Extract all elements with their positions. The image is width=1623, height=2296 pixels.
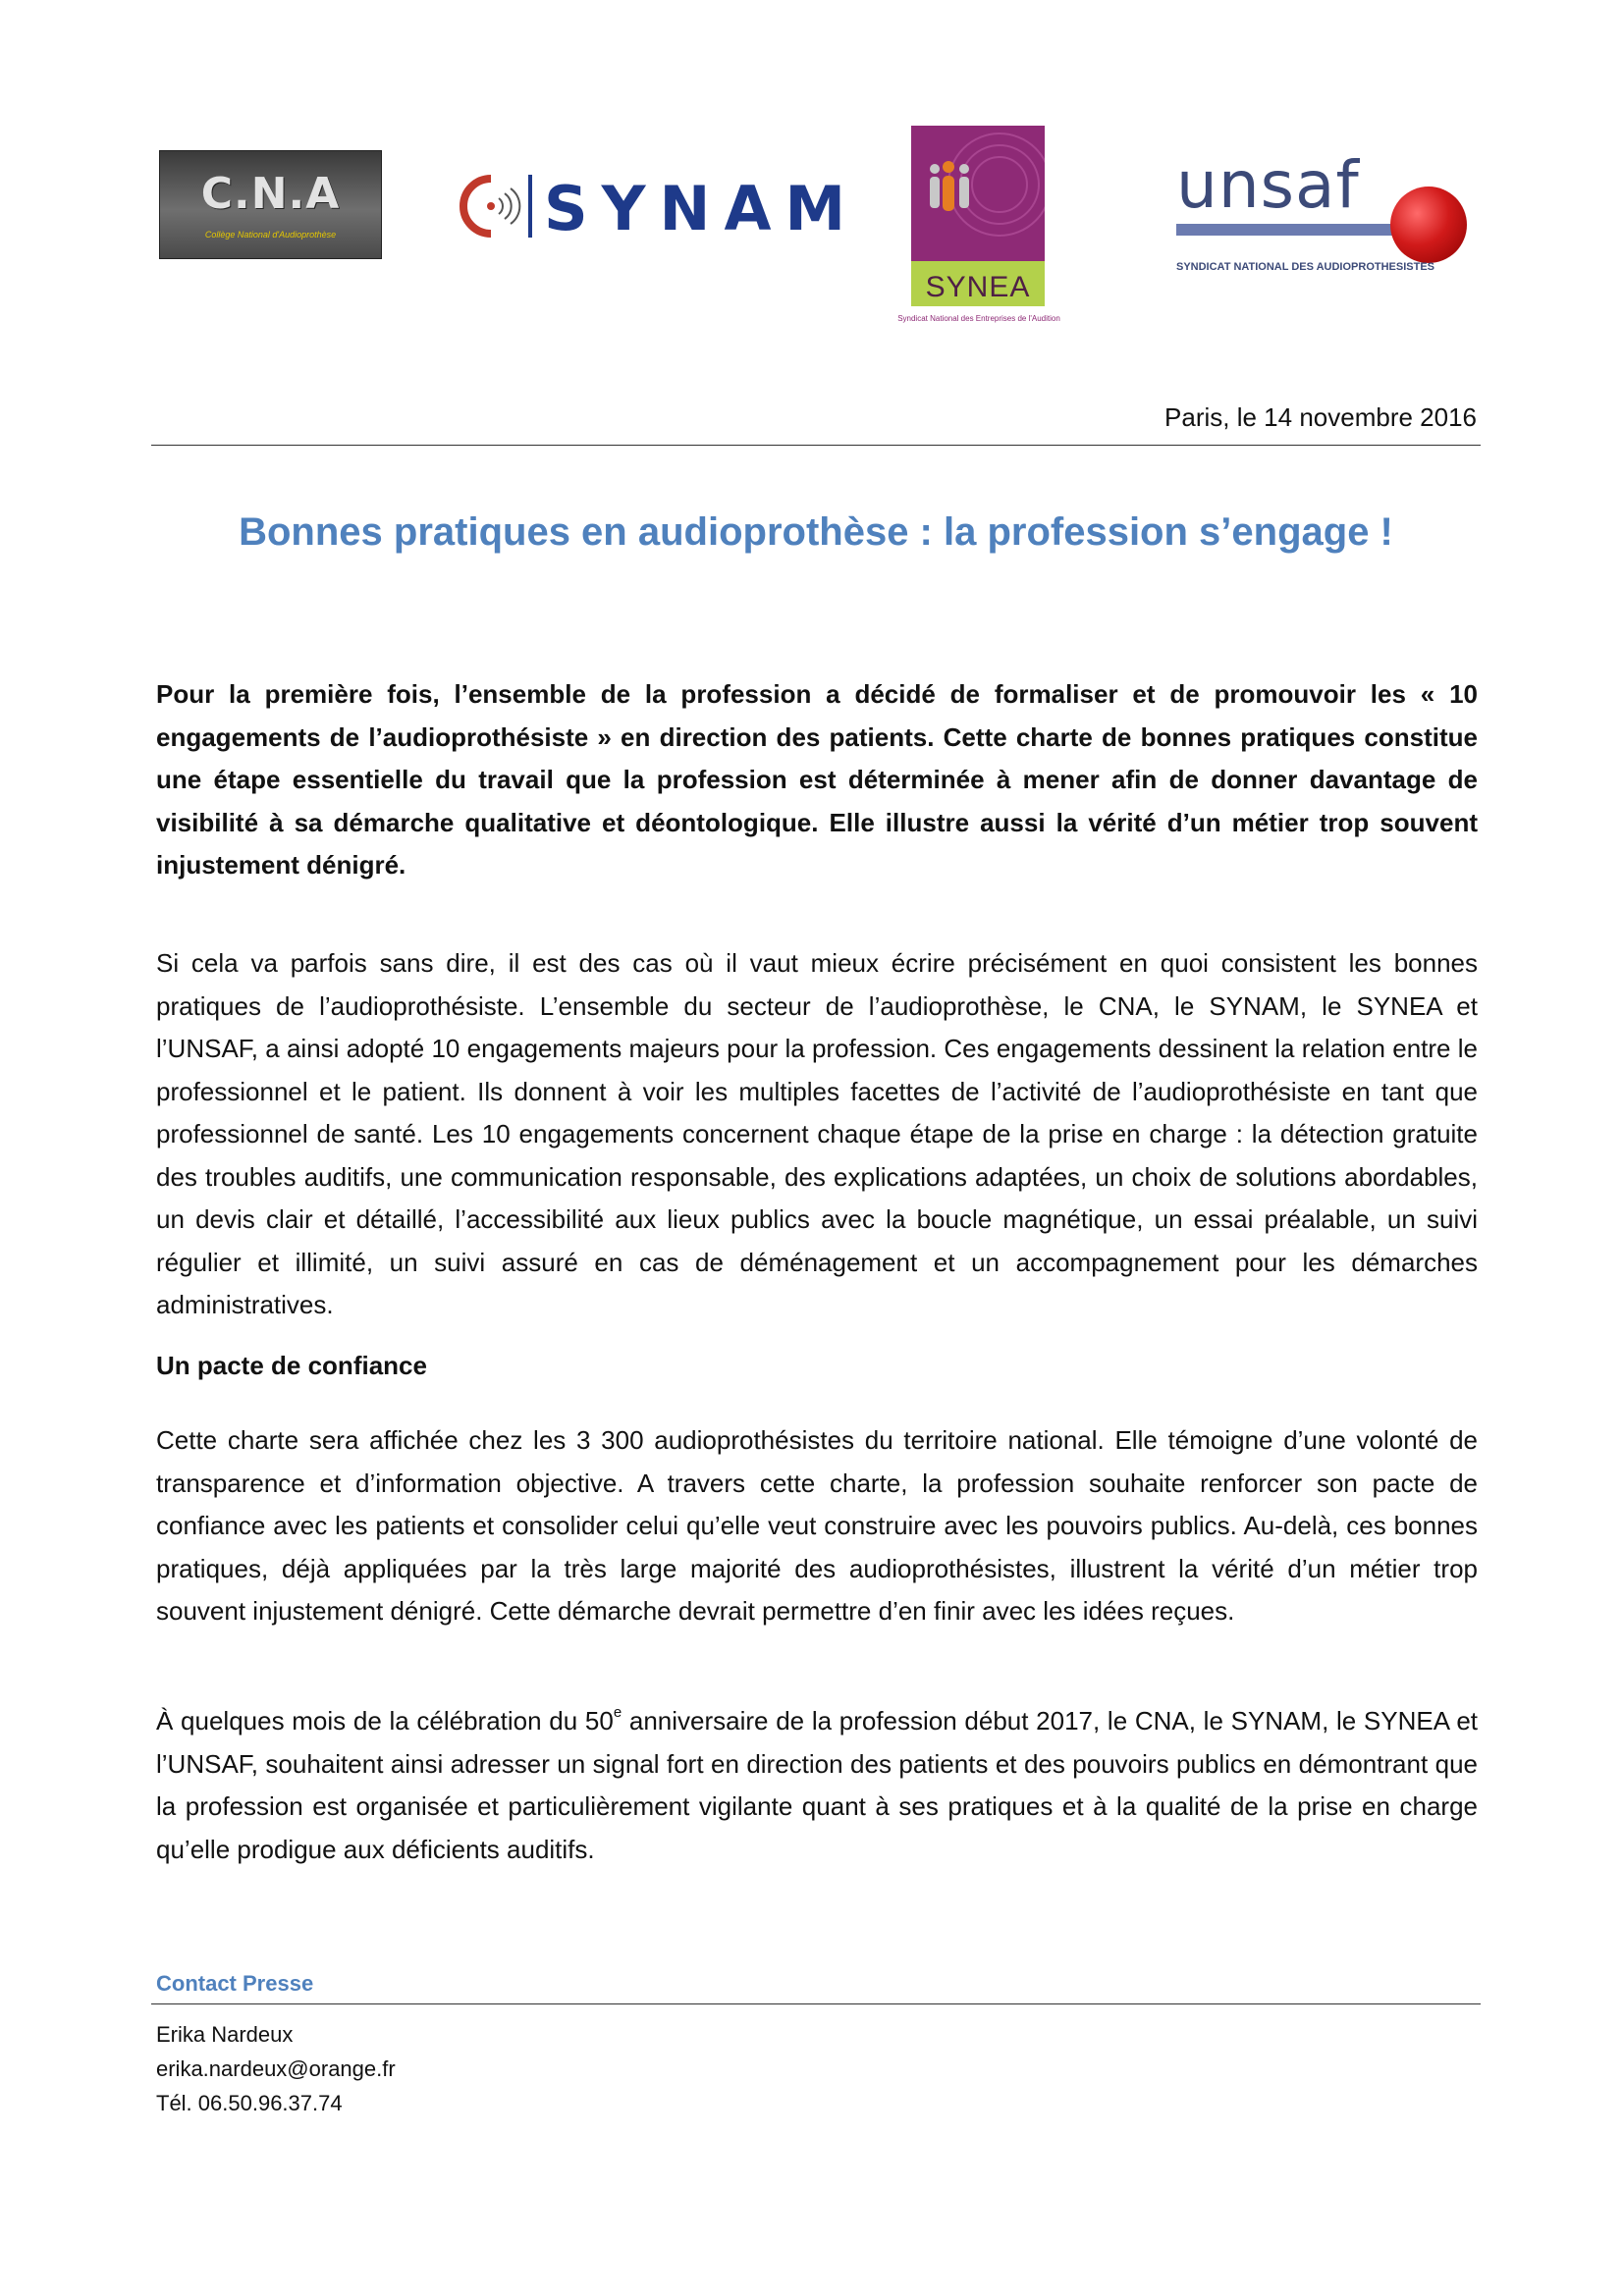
body-paragraph-2: Cette charte sera affichée chez les 3 300 audioprothésistes du territoire national. Elle témoigne d’une volonté de transparence et d’information objective. A travers cette charte, la profession souhaite renforcer son pacte de confiance avec les patients et consolider celui qu’elle veut construire avec les pouvoirs publics. Au-delà, ces bonnes pratiques, déjà appliquées par la très large majorité des audioprothésistes, illustrent la vérité d’un métier trop souvent injustement dénigré. Cette démarche devrait permettre d’en finir avec les idées reçues. <box>156 1425 1478 1626</box>
synam-logo-text: SYNAM <box>544 173 860 244</box>
unsaf-ball-icon <box>1390 187 1467 263</box>
synam-logo <box>458 167 860 245</box>
hearing-icon <box>458 167 526 245</box>
people-icon <box>911 126 1045 261</box>
unsaf-logo <box>1172 147 1477 285</box>
date-line: Paris, le 14 novembre 2016 <box>1164 402 1477 432</box>
cna-logo-subtitle: Collège National d'Audioprothèse <box>204 230 337 240</box>
cna-logo <box>159 150 382 259</box>
cna-logo-text: C.N.A <box>200 169 341 219</box>
page-title: Bonnes pratiques en audioprothèse : la profession s’engage ! <box>239 510 1393 554</box>
body-paragraph-3 <box>156 1700 1478 1871</box>
paragraph-3-end: anniversaire de la profession début 2017, le CNA, le SYNAM, le SYNEA et l’UNSAF, souhaitent ainsi adresser un signal fort en direction des patients et des pouvoirs publics en démontrant que la profession est organisée et particulièrement vigilante quant à ses pratiques et à la qualité de la prise en charge qu’elle prodigue aux déficients auditifs. <box>156 1706 1479 1864</box>
contact-email[interactable]: erika.nardeux@orange.fr <box>156 2056 396 2081</box>
contact-name: Erika Nardeux <box>156 2022 294 2047</box>
synea-logo-text: SYNEA <box>925 271 1031 303</box>
synea-logo-caption: Syndicat National des Entreprises de l'Audition <box>897 314 1060 323</box>
contact-title: Contact Presse <box>156 1971 314 1996</box>
header-divider <box>151 445 1481 446</box>
body-paragraph-1: Si cela va parfois sans dire, il est des cas où il vaut mieux écrire précisément en quoi consistent les bonnes pratiques de l’audioprothésiste. L’ensemble du secteur de l’audioprothèse, le CNA, le SYNAM, le SYNEA et l’UNSAF, a ainsi adopté 10 engagements majeurs pour la profession. Ces engagements dessinent la relation entre le professionnel et le patient. Ils donnent à voir les multiples facettes de l’activité de l’audioprothésiste en tant que professionnel de santé. Les 10 engagements concernent chaque étape de la prise en charge : la détection gratuite des troubles auditifs, une communication responsable, des explications adaptées, un choix de solutions abordables, un devis clair et détaillé, l’accessibilité aux lieux publics avec la boucle magnétique, un essai préalable, un suivi régulier et illimité, un suivi assuré en cas de déménagement et un accompagnement pour les démarches administratives. <box>156 948 1478 1319</box>
ordinal-superscript: e <box>613 1704 622 1721</box>
synam-divider <box>528 175 532 238</box>
unsaf-logo-caption: SYNDICAT NATIONAL DES AUDIOPROTHESISTES <box>1176 261 1435 273</box>
contact-phone: Tél. 06.50.96.37.74 <box>156 2091 343 2115</box>
synea-logo <box>911 126 1045 306</box>
unsaf-bar <box>1176 224 1412 236</box>
section-heading: Un pacte de confiance <box>156 1351 427 1380</box>
unsaf-logo-text: unsaf <box>1176 147 1360 223</box>
paragraph-3-start: À quelques mois de la célébration du 50 <box>156 1706 614 1735</box>
lead-paragraph: Pour la première fois, l’ensemble de la profession a décidé de formaliser et de promouvoir les « 10 engagements de l’audioprothésiste » en direction des patients. Cette charte de bonnes pratiques constitue une étape essentielle du travail que la profession est déterminée à mener afin de donner davantage de visibilité à sa démarche qualitative et déontologique. Elle illustre aussi la vérité d’un métier trop souvent injustement dénigré. <box>156 679 1478 880</box>
contact-divider <box>151 2003 1481 2004</box>
